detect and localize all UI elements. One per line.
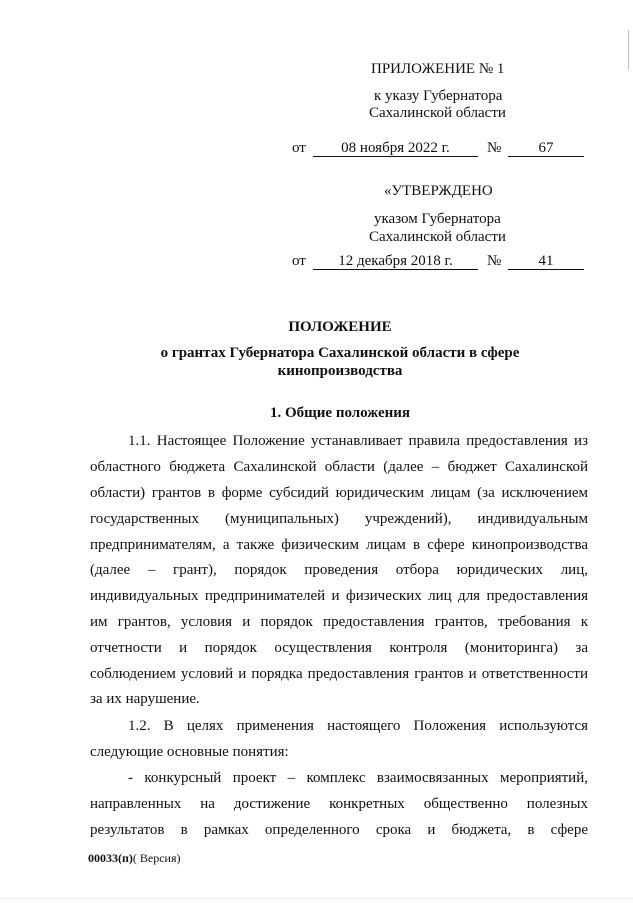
approved-date: 12 декабря 2018 г. [338, 253, 453, 269]
body-line: отчетности и порядок осуществления контроля (мониторинга) за [90, 640, 588, 656]
document-subtitle-line-2: кинопроизводства [277, 363, 403, 379]
footer-doc-code [88, 852, 181, 864]
approved-number-label: № [487, 253, 502, 269]
appendix-to-decree: к указу Губернатора [374, 88, 503, 104]
body-line: областного бюджета Сахалинской области (далее – бюджет Сахалинской [90, 459, 588, 475]
section-heading: 1. Общие положения [269, 405, 411, 421]
approved-number: 41 [538, 253, 554, 269]
header-number-underline [508, 156, 584, 157]
approved-label: «УТВЕРЖДЕНО [384, 183, 493, 199]
body-line: государственных (муниципальных) учреждений), индивидуальным [90, 511, 588, 527]
body-line: предпринимателям, а также физическим лицам в сфере кинопроизводства [90, 537, 588, 553]
approved-number-underline [508, 269, 584, 270]
body-line: результатов в рамках определенного срока и бюджета, в сфере [90, 822, 588, 838]
body-line: за их нарушение. [90, 691, 200, 707]
document-subtitle-line-1: о грантах Губернатора Сахалинской области в сфере [160, 345, 520, 361]
body-line: индивидуальных предпринимателей и физических лиц для предоставления [90, 588, 588, 604]
body-line: соблюдением условий и порядка предоставления грантов и ответственности [90, 666, 588, 682]
approved-date-underline [313, 269, 478, 270]
footer-code: 00033(п) [88, 851, 133, 865]
header-date-underline [313, 156, 478, 157]
appendix-title: ПРИЛОЖЕНИЕ № 1 [371, 61, 505, 77]
body-line: им грантов, условия и порядок предоставления грантов, требования к [90, 614, 588, 630]
header-from-label: от [292, 140, 306, 156]
scan-bottom-edge [0, 898, 633, 899]
header-number-label: № [487, 140, 502, 156]
body-line: 1.1. Настоящее Положение устанавливает правила предоставления из [128, 433, 588, 449]
body-line: направленных на достижение конкретных общественно полезных [90, 796, 588, 812]
header-date: 08 ноября 2022 г. [341, 140, 450, 156]
footer-version: ( Версия) [132, 851, 181, 865]
appendix-region: Сахалинской области [369, 105, 506, 121]
body-line: области) грантов в форме субсидий юридическим лицам (за исключением [90, 485, 588, 501]
body-line: 1.2. В целях применения настоящего Положения используются [128, 718, 588, 734]
header-number: 67 [538, 140, 554, 156]
approved-region: Сахалинской области [369, 229, 506, 245]
approved-from-label: от [292, 253, 306, 269]
document-title: ПОЛОЖЕНИЕ [288, 319, 392, 335]
body-line: следующие основные понятия: [90, 744, 289, 760]
body-line: (далее – грант), порядок проведения отбора юридических лиц, [90, 562, 588, 578]
approved-by-decree: указом Губернатора [374, 211, 501, 227]
scan-edge-mark [628, 30, 629, 70]
body-line: - конкурсный проект – комплекс взаимосвязанных мероприятий, [128, 770, 588, 786]
